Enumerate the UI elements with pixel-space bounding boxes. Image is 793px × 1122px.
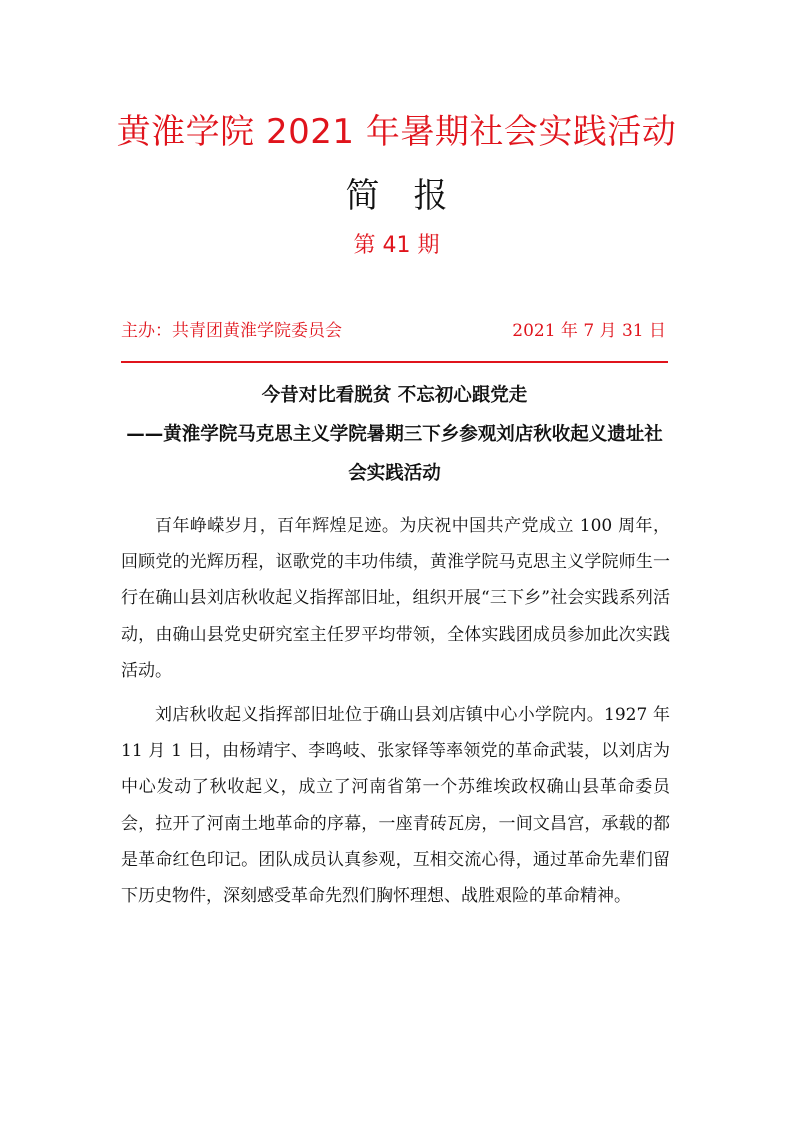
masthead-title: 黄淮学院 2021 年暑期社会实践活动 [116,112,677,152]
article-body [121,508,670,922]
issue-date: 2021 年 7 月 31 日 [512,321,666,341]
article-headline [121,376,668,493]
article-subtitle: ——黄淮学院马克思主义学院暑期三下乡参观刘店秋收起义遗址社会实践活动 [126,424,663,484]
sponsor-line: 主办：共青团黄淮学院委员会 [121,321,342,341]
article-paragraph: 百年峥嵘岁月，百年辉煌足迹。为庆祝中国共产党成立 100 周年，回顾党的光辉历程，讴歌党的丰功伟绩，黄淮学院马克思主义学院师生一行在确山县刘店秋收起义指挥部旧址，组织开展“三下乡”社会实践系列活动，由确山县党史研究室主任罗平均带领，全体实践团成员参加此次实践活动。 [121,516,670,681]
red-divider [121,361,668,363]
masthead-name: 简报 [345,176,482,216]
issue-number: 第 41 期 [353,233,440,258]
article-paragraph: 刘店秋收起义指挥部旧址位于确山县刘店镇中心小学院内。1927 年 11 月 1 日，由杨靖宇、李鸣岐、张家铎等率领党的革命武装，以刘店为中心发动了秋收起义，成立了河南省第一个苏维埃政权确山县革命委员会，拉开了河南土地革命的序幕，一座青砖瓦房，一间文昌宫，承载的都是革命红色印记。团队成员认真参观，互相交流心得，通过革命先辈们留下历史物件，深刻感受革命先烈们胸怀理想、战胜艰险的革命精神。 [121,705,670,907]
article-title: 今昔对比看脱贫 不忘初心跟党走 [261,385,528,406]
